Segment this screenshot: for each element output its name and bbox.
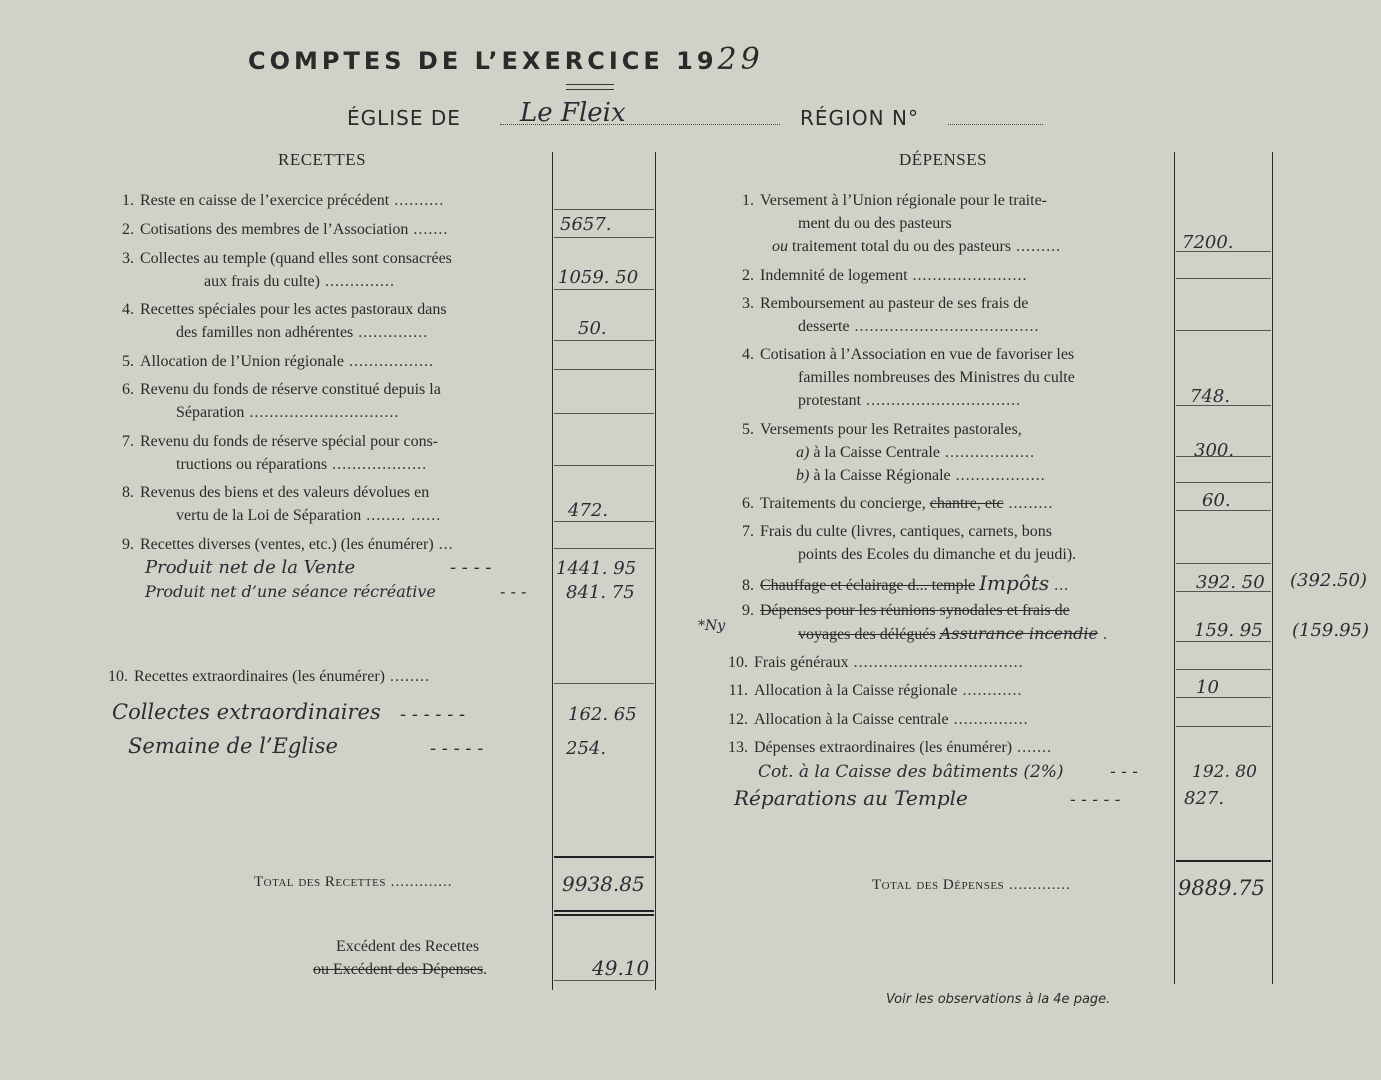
recettes-rule [554, 413, 654, 414]
depense-item-9: 9. Dépenses pour les réunions synodales et frais de [742, 602, 1070, 619]
depense-item-7: 7. Frais du culte (livres, cantiques, carnets, bons [742, 523, 1052, 540]
depenses-total-amount: 9889.75 [1178, 876, 1265, 900]
depense-item-1: 1. Versement à l’Union régionale pour le traite- [742, 192, 1047, 209]
recettes-amount-right-rule [655, 152, 656, 990]
depense-item-9-cont: voyages des délégués Assurance incendie . [798, 624, 1109, 643]
recette-item-9: 9. Recettes diverses (ventes, etc.) (les énumérer) ... [122, 536, 454, 553]
recette-item-7-cont: tructions ou réparations ................... [176, 456, 428, 473]
recette-item-6-cont: Séparation .............................. [176, 404, 400, 421]
recettes-rule [554, 369, 654, 370]
depense-detail-batiments: Cot. à la Caisse des bâtiments (2%) [758, 762, 1064, 782]
depense-left-mark-9: *Ny [698, 618, 726, 634]
depense-item-8: 8. Chauffage et éclairage d... temple Impôts ... [742, 571, 1070, 595]
depense-margin-note-9: (159.95) [1292, 620, 1370, 641]
recette-detail-collectes-dashes: - - - - - - [400, 704, 466, 725]
recettes-rule [554, 340, 654, 341]
depense-item-13: 13. Dépenses extraordinaires (les énumérer) ....... [728, 739, 1053, 756]
church-label: ÉGLISE DE [347, 106, 461, 130]
depense-item-2: 2. Indemnité de logement ....................... [742, 267, 1028, 284]
depense-margin-note-8: (392.50) [1290, 570, 1368, 591]
recette-item-10: 10. Recettes extraordinaires (les énumérer) ........ [108, 668, 430, 685]
depense-detail-reparations: Réparations au Temple [734, 786, 968, 810]
depenses-rule [1176, 669, 1271, 670]
depense-amount-9: 159. 95 [1194, 620, 1263, 641]
year-handwritten: 29 [717, 42, 764, 77]
depenses-rule [1176, 726, 1271, 727]
depense-detail-reparations-dashes: - - - - - [1070, 790, 1121, 810]
recette-item-3-cont: aux frais du culte) .............. [204, 273, 395, 290]
depense-amount-4: 748. [1190, 386, 1231, 407]
recette-detail-seance: Produit net d’une séance récréative [145, 582, 436, 601]
depense-amount-reparations: 827. [1184, 788, 1225, 809]
recette-item-8-cont: vertu de la Loi de Séparation ........ ...... [176, 507, 442, 524]
excedent-line1: Excédent des Recettes [336, 938, 480, 955]
recette-detail-collectes: Collectes extraordinaires [112, 700, 381, 724]
recettes-total-amount: 9938.85 [562, 872, 645, 896]
depense-item-1-cont2: ou traitement total du ou des pasteurs ......... [772, 238, 1062, 255]
recette-detail-seance-dashes: - - - [500, 582, 527, 601]
title-underline [566, 84, 614, 90]
depense-amount-batiments: 192. 80 [1192, 762, 1257, 782]
recette-item-1: 1. Reste en caisse de l’exercice précédent .......... [122, 192, 445, 209]
depense-amount-1: 7200. [1182, 232, 1234, 253]
recette-detail-vente: Produit net de la Vente [145, 557, 356, 578]
depense-item-5a: a) à la Caisse Centrale .................. [796, 444, 1035, 461]
observations-footnote: Voir les observations à la 4e page. [886, 992, 1111, 1007]
depense-amount-11: 10 [1196, 677, 1219, 698]
depense-item-11: 11. Allocation à la Caisse régionale ............ [728, 682, 1023, 699]
recette-item-5: 5. Allocation de l’Union régionale ................. [122, 353, 434, 370]
recette-amount-semaine: 254. [566, 738, 607, 759]
depense-amount-5a: 300. [1194, 440, 1235, 461]
recette-amount-3: 1059. 50 [558, 267, 639, 288]
depense-item-4-cont2: protestant ............................... [798, 392, 1022, 409]
recette-item-3: 3. Collectes au temple (quand elles sont consacrées [122, 250, 452, 267]
document-title: COMPTES DE L’EXERCICE 1929 [248, 42, 764, 77]
recette-detail-semaine: Semaine de l’Eglise [128, 734, 338, 758]
depenses-heading: DÉPENSES [899, 150, 988, 169]
recette-item-8: 8. Revenus des biens et des valeurs dévolues en [122, 484, 430, 501]
depense-amount-6: 60. [1202, 490, 1231, 511]
recettes-rule [554, 548, 654, 549]
depenses-rule [1176, 482, 1271, 483]
recette-amount-vente: 1441. 95 [556, 558, 637, 579]
recette-amount-seance: 841. 75 [566, 582, 635, 603]
recettes-heading: RECETTES [278, 150, 367, 169]
depense-item-6: 6. Traitements du concierge, chantre, etc ......... [742, 495, 1054, 512]
recette-amount-2: 5657. [560, 214, 612, 235]
excedent-amount: 49.10 [592, 956, 650, 980]
depense-item-1-cont: ment du ou des pasteurs [798, 215, 952, 232]
depenses-rule [1176, 510, 1271, 511]
depenses-rule [1176, 278, 1271, 279]
recettes-amount-left-rule [552, 152, 553, 990]
recette-amount-collectes: 162. 65 [568, 704, 637, 725]
recettes-rule [554, 237, 654, 238]
recettes-rule [554, 521, 654, 522]
depenses-total-label: Total des Dépenses ............. [872, 877, 1071, 893]
depenses-rule [1176, 591, 1271, 592]
recettes-rule [554, 209, 654, 210]
depenses-amount-right-rule [1272, 152, 1273, 984]
depense-detail-batiments-dashes: - - - [1110, 762, 1139, 782]
church-name: Le Fleix [520, 98, 626, 128]
depense-item-4-cont: familles nombreuses des Ministres du culte [798, 369, 1075, 386]
excedent-rule [554, 980, 654, 981]
recette-amount-4: 50. [578, 318, 607, 339]
depenses-rule [1176, 641, 1271, 642]
recettes-rule [554, 465, 654, 466]
recette-item-7: 7. Revenu du fonds de réserve spécial pour cons- [122, 433, 439, 450]
depense-item-3: 3. Remboursement au pasteur de ses frais de [742, 295, 1029, 312]
depenses-rule [1176, 330, 1271, 331]
recettes-rule [554, 289, 654, 290]
depense-item-5b: b) à la Caisse Régionale .................. [796, 467, 1046, 484]
recette-item-2: 2. Cotisations des membres de l’Association ....... [122, 221, 449, 238]
depense-item-12: 12. Allocation à la Caisse centrale ............... [728, 711, 1029, 728]
recette-item-6: 6. Revenu du fonds de réserve constitué depuis la [122, 381, 441, 398]
depenses-rule [1176, 405, 1271, 406]
recettes-total-rule-bottom [554, 910, 654, 912]
region-label: RÉGION N° [800, 106, 919, 130]
recette-item-4: 4. Recettes spéciales pour les actes pastoraux dans [122, 301, 447, 318]
recettes-total-rule-top [554, 856, 654, 858]
depense-item-10: 10. Frais généraux .................................. [728, 654, 1024, 671]
recette-detail-semaine-dashes: - - - - - [430, 738, 484, 759]
depenses-rule [1176, 563, 1271, 564]
recette-item-4-cont: des familles non adhérentes .............. [176, 324, 429, 341]
depense-item-7-cont: points des Ecoles du dimanche et du jeudi). [798, 546, 1077, 563]
excedent-line2: ou Excédent des Dépenses. [313, 961, 488, 978]
recettes-total-label: Total des Recettes ............. [254, 874, 453, 890]
depenses-rule [1176, 697, 1271, 698]
depense-item-5: 5. Versements pour les Retraites pastorales, [742, 421, 1022, 438]
depenses-rule [1176, 251, 1271, 252]
depense-item-4: 4. Cotisation à l’Association en vue de favoriser les [742, 346, 1075, 363]
depenses-rule [1176, 456, 1271, 457]
depense-amount-8: 392. 50 [1196, 572, 1265, 593]
recettes-total-rule-bottom2 [554, 914, 654, 916]
depense-item-3-cont: desserte ..................................... [798, 318, 1040, 335]
depenses-amount-left-rule [1174, 152, 1175, 984]
depenses-total-rule-top [1176, 860, 1271, 862]
recette-detail-vente-dashes: - - - - [450, 557, 492, 578]
recette-amount-8: 472. [568, 500, 609, 521]
recettes-rule [554, 683, 654, 684]
region-number-line [948, 124, 1043, 125]
